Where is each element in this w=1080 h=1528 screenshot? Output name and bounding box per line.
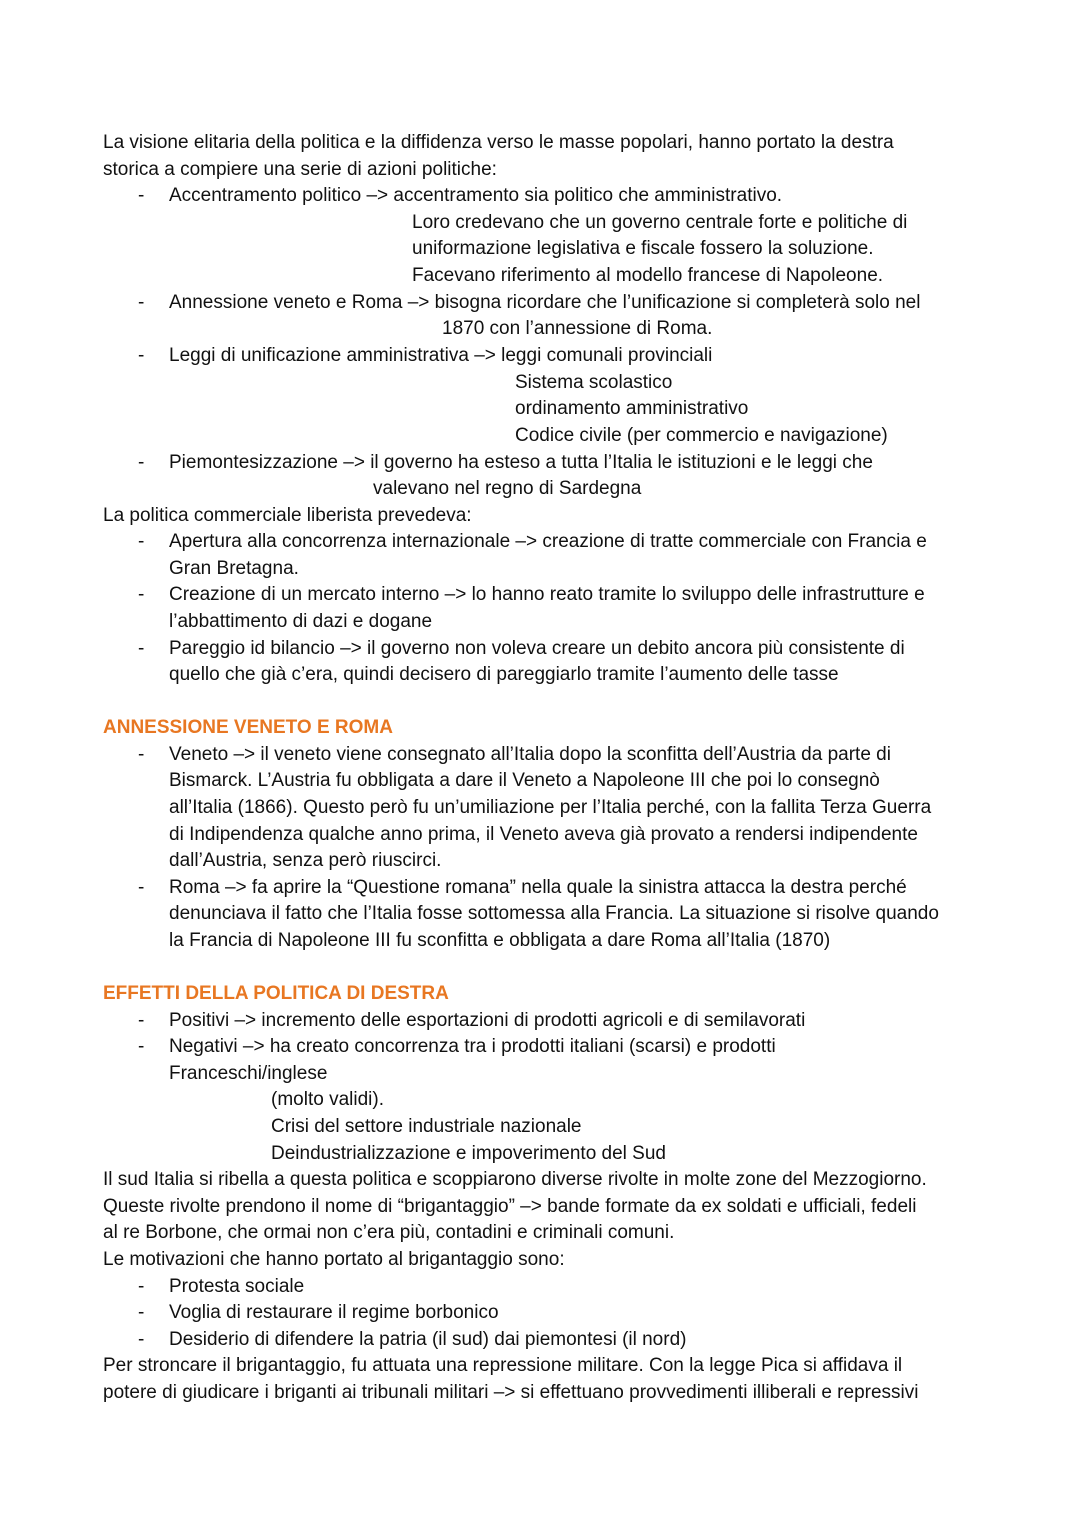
commerciale-item-cont: l’abbattimento di dazi e dogane	[169, 611, 433, 632]
effetti-negativi-cont: Franceschi/inglese	[169, 1063, 328, 1084]
bullet-dash: -	[138, 1329, 145, 1350]
azione-leggi: Leggi di unificazione amministrativa –> leggi comunali provinciali	[169, 345, 713, 366]
bullet-dash: -	[138, 584, 145, 605]
azione-accentramento-cont: Facevano riferimento al modello francese di Napoleone.	[412, 265, 884, 286]
bullet-dash: -	[138, 345, 145, 366]
section-heading-effetti: EFFETTI DELLA POLITICA DI DESTRA	[103, 983, 449, 1004]
bullet-dash: -	[138, 292, 145, 313]
annessione-veneto-cont: di Indipendenza qualche anno prima, il Veneto aveva già provato a rendersi indipendente	[169, 824, 918, 845]
motivazione-item: Voglia di restaurare il regime borbonico	[169, 1302, 499, 1323]
intro-line-1: La visione elitaria della politica e la diffidenza verso le masse popolari, hanno portato la destra	[103, 132, 894, 153]
bullet-dash: -	[138, 531, 145, 552]
effetti-negativi: Negativi –> ha creato concorrenza tra i prodotti italiani (scarsi) e prodotti	[169, 1036, 776, 1057]
azione-piemontesizzazione-cont: valevano nel regno di Sardegna	[373, 478, 642, 499]
motivazione-item: Protesta sociale	[169, 1276, 305, 1297]
azione-leggi-cont: Codice civile (per commercio e navigazione)	[515, 425, 888, 446]
paragraph-line: al re Borbone, che ormai non c’era più, contadini e criminali comuni.	[103, 1222, 675, 1243]
section-heading-annessione: ANNESSIONE VENETO E ROMA	[103, 717, 393, 738]
commerciale-intro: La politica commerciale liberista prevedeva:	[103, 505, 472, 526]
closing-line: Per stroncare il brigantaggio, fu attuata una repressione militare. Con la legge Pica si affidava il	[103, 1355, 903, 1376]
bullet-dash: -	[138, 185, 145, 206]
annessione-roma: Roma –> fa aprire la “Questione romana” nella quale la sinistra attacca la destra perché	[169, 877, 907, 898]
azione-accentramento-cont: uniformazione legislativa e fiscale fossero la soluzione.	[412, 238, 874, 259]
bullet-dash: -	[138, 452, 145, 473]
paragraph-line: Queste rivolte prendono il nome di “brigantaggio” –> bande formate da ex soldati e ufficiali, fedeli	[103, 1196, 917, 1217]
annessione-roma-cont: la Francia di Napoleone III fu sconfitta e obbligata a dare Roma all’Italia (1870)	[169, 930, 831, 951]
annessione-veneto-cont: dall’Austria, senza però riuscirci.	[169, 850, 442, 871]
commerciale-item: Creazione di un mercato interno –> lo hanno reato tramite lo sviluppo delle infrastrutture e	[169, 584, 925, 605]
bullet-dash: -	[138, 1276, 145, 1297]
effetti-negativi-cont: Crisi del settore industriale nazionale	[271, 1116, 582, 1137]
bullet-dash: -	[138, 1302, 145, 1323]
commerciale-item: Pareggio id bilancio –> il governo non voleva creare un debito ancora più consistente di	[169, 638, 905, 659]
azione-leggi-cont: Sistema scolastico	[515, 372, 673, 393]
azione-piemontesizzazione: Piemontesizzazione –> il governo ha esteso a tutta l’Italia le istituzioni e le leggi che	[169, 452, 873, 473]
annessione-veneto: Veneto –> il veneto viene consegnato all’Italia dopo la sconfitta dell’Austria da parte di	[169, 744, 891, 765]
bullet-dash: -	[138, 744, 145, 765]
azione-accentramento: Accentramento politico –> accentramento sia politico che amministrativo.	[169, 185, 783, 206]
annessione-roma-cont: denunciava il fatto che l’Italia fosse sottomessa alla Francia. La situazione si risolve quando	[169, 903, 939, 924]
bullet-dash: -	[138, 877, 145, 898]
commerciale-item-cont: Gran Bretagna.	[169, 558, 299, 579]
azione-leggi-cont: ordinamento amministrativo	[515, 398, 749, 419]
intro-line-2: storica a compiere una serie di azioni politiche:	[103, 159, 497, 180]
annessione-veneto-cont: all’Italia (1866). Questo però fu un’umiliazione per l’Italia perché, con la fallita Terza Guerra	[169, 797, 932, 818]
effetti-positivi: Positivi –> incremento delle esportazioni di prodotti agricoli e di semilavorati	[169, 1010, 806, 1031]
effetti-negativi-cont: (molto validi).	[271, 1089, 384, 1110]
paragraph-line: Il sud Italia si ribella a questa politica e scoppiarono diverse rivolte in molte zone del Mezzogiorno.	[103, 1169, 927, 1190]
azione-annessione: Annessione veneto e Roma –> bisogna ricordare che l’unificazione si completerà solo nel	[169, 292, 921, 313]
motivazione-item: Desiderio di difendere la patria (il sud) dai piemontesi (il nord)	[169, 1329, 687, 1350]
bullet-dash: -	[138, 1010, 145, 1031]
azione-annessione-cont: 1870 con l’annessione di Roma.	[442, 318, 713, 339]
commerciale-item-cont: quello che già c’era, quindi decisero di pareggiarlo tramite l’aumento delle tasse	[169, 664, 839, 685]
closing-line: potere di giudicare i briganti ai tribunali militari –> si effettuano provvedimenti illiberali e repressivi	[103, 1382, 919, 1403]
commerciale-item: Apertura alla concorrenza internazionale –> creazione di tratte commerciale con Francia e	[169, 531, 927, 552]
bullet-dash: -	[138, 1036, 145, 1057]
annessione-veneto-cont: Bismarck. L’Austria fu obbligata a dare il Veneto a Napoleone III che poi lo consegnò	[169, 770, 880, 791]
paragraph-line: Le motivazioni che hanno portato al brigantaggio sono:	[103, 1249, 565, 1270]
azione-accentramento-cont: Loro credevano che un governo centrale forte e politiche di	[412, 212, 908, 233]
bullet-dash: -	[138, 638, 145, 659]
effetti-negativi-cont: Deindustrializzazione e impoverimento del Sud	[271, 1143, 666, 1164]
